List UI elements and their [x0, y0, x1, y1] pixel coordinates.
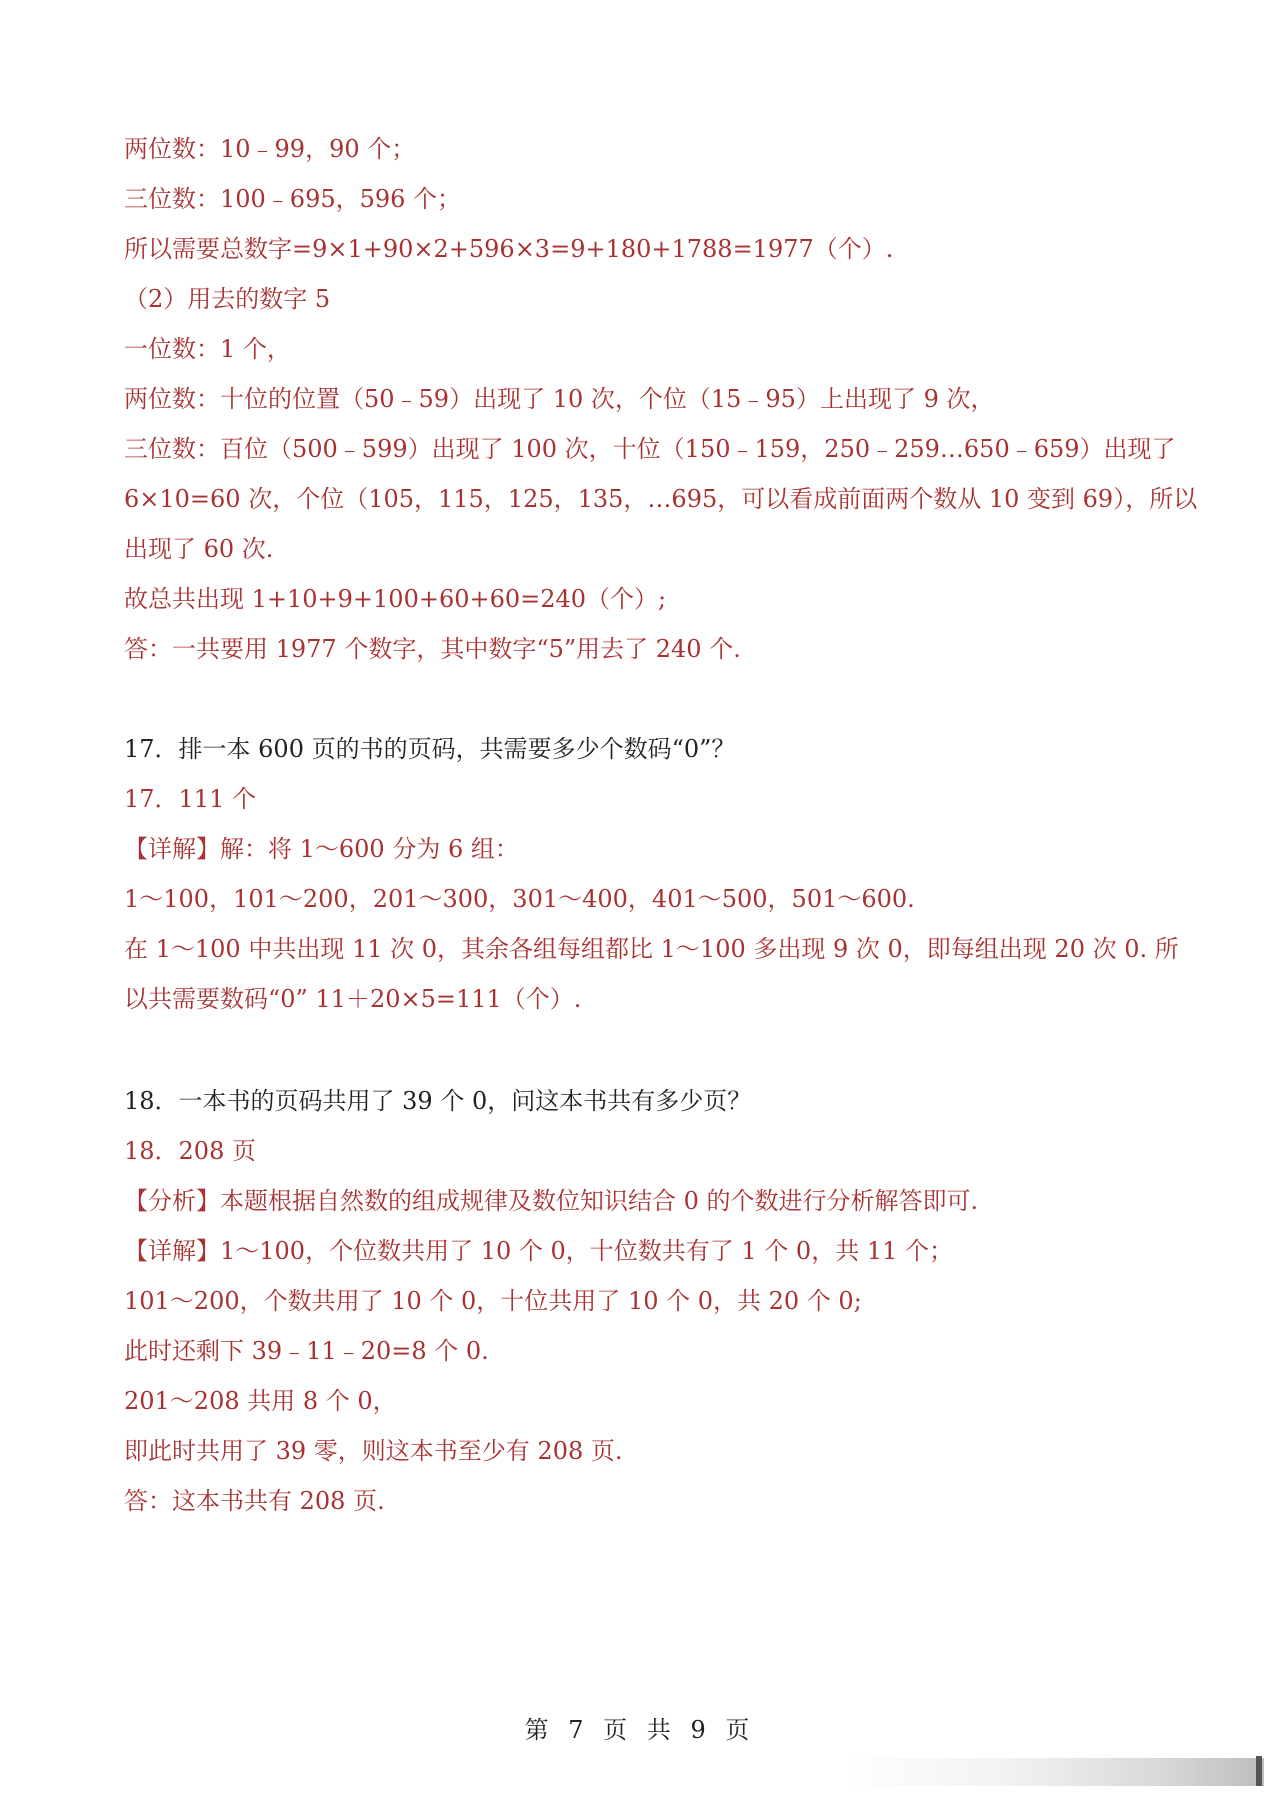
detail-18-line: 201～208 共用 8 个 0，	[124, 1387, 397, 1415]
answer-18: 18．208 页	[124, 1137, 256, 1165]
scan-edge-shadow	[842, 1758, 1264, 1786]
detail-18-line: 此时还剩下 39﹣11﹣20=8 个 0.	[124, 1337, 489, 1365]
page-number: 第 7 页 共 9 页	[524, 1716, 756, 1744]
answer-17: 17．111 个	[124, 785, 256, 813]
question-17: 17．排一本 600 页的书的页码，共需要多少个数码“0”？	[124, 735, 736, 763]
question-18: 18．一本书的页码共用了 39 个 0，问这本书共有多少页？	[124, 1087, 752, 1115]
text-line: 故总共出现 1+10+9+100+60+60=240（个）;	[124, 585, 667, 613]
analysis-text: 本题根据自然数的组成规律及数位知识结合 0 的个数进行分析解答即可.	[220, 1187, 979, 1215]
detail-17-first	[124, 834, 519, 864]
detail-18-line: 答：这本书共有 208 页.	[124, 1487, 385, 1515]
text-line: 一位数：1 个，	[124, 335, 291, 363]
detail-18-line: 101～200，个数共用了 10 个 0，十位共用了 10 个 0，共 20 个 0;	[124, 1287, 862, 1315]
detail-tag: 【详解】	[124, 1237, 220, 1265]
analysis-tag: 【分析】	[124, 1187, 220, 1215]
text-line: （2）用去的数字 5	[124, 285, 331, 313]
detail-17-line: 在 1～100 中共出现 11 次 0，其余各组每组都比 1～100 多出现 9 次 0，即每组出现 20 次 0. 所	[124, 935, 1179, 963]
detail-17-line: 1～100，101～200，201～300，301～400，401～500，501～600.	[124, 885, 915, 913]
detail-17-line: 以共需要数码“0” 11＋20×5=111（个）.	[124, 985, 582, 1013]
text-line: 所以需要总数字=9×1+90×2+596×3=9+180+1788=1977（个）.	[124, 235, 894, 263]
detail-tag: 【详解】	[124, 835, 220, 863]
scan-edge-mark	[1256, 1756, 1262, 1786]
text-line: 两位数：十位的位置（50﹣59）出现了 10 次，个位（15﹣95）上出现了 9 次，	[124, 385, 995, 413]
text-line: 两位数：10﹣99，90 个；	[124, 135, 416, 163]
detail-text: 1～100，个位数共用了 10 个 0，十位数共有了 1 个 0，共 11 个；	[220, 1237, 953, 1265]
text-line: 三位数：100﹣695，596 个；	[124, 185, 462, 213]
analysis-18	[124, 1186, 978, 1216]
detail-18-first	[124, 1236, 953, 1266]
detail-text: 解：将 1～600 分为 6 组：	[220, 835, 519, 863]
text-line: 6×10=60 次，个位（105，115，125，135，…695，可以看成前面两个数从 10 变到 69），所以	[124, 485, 1198, 513]
text-line: 出现了 60 次.	[124, 535, 274, 563]
text-line: 答：一共要用 1977 个数字，其中数字“5”用去了 240 个.	[124, 635, 741, 663]
text-line: 三位数：百位（500﹣599）出现了 100 次，十位（150﹣159，250﹣259…650﹣659）出现了	[124, 435, 1176, 463]
detail-18-line: 即此时共用了 39 零，则这本书至少有 208 页.	[124, 1437, 623, 1465]
